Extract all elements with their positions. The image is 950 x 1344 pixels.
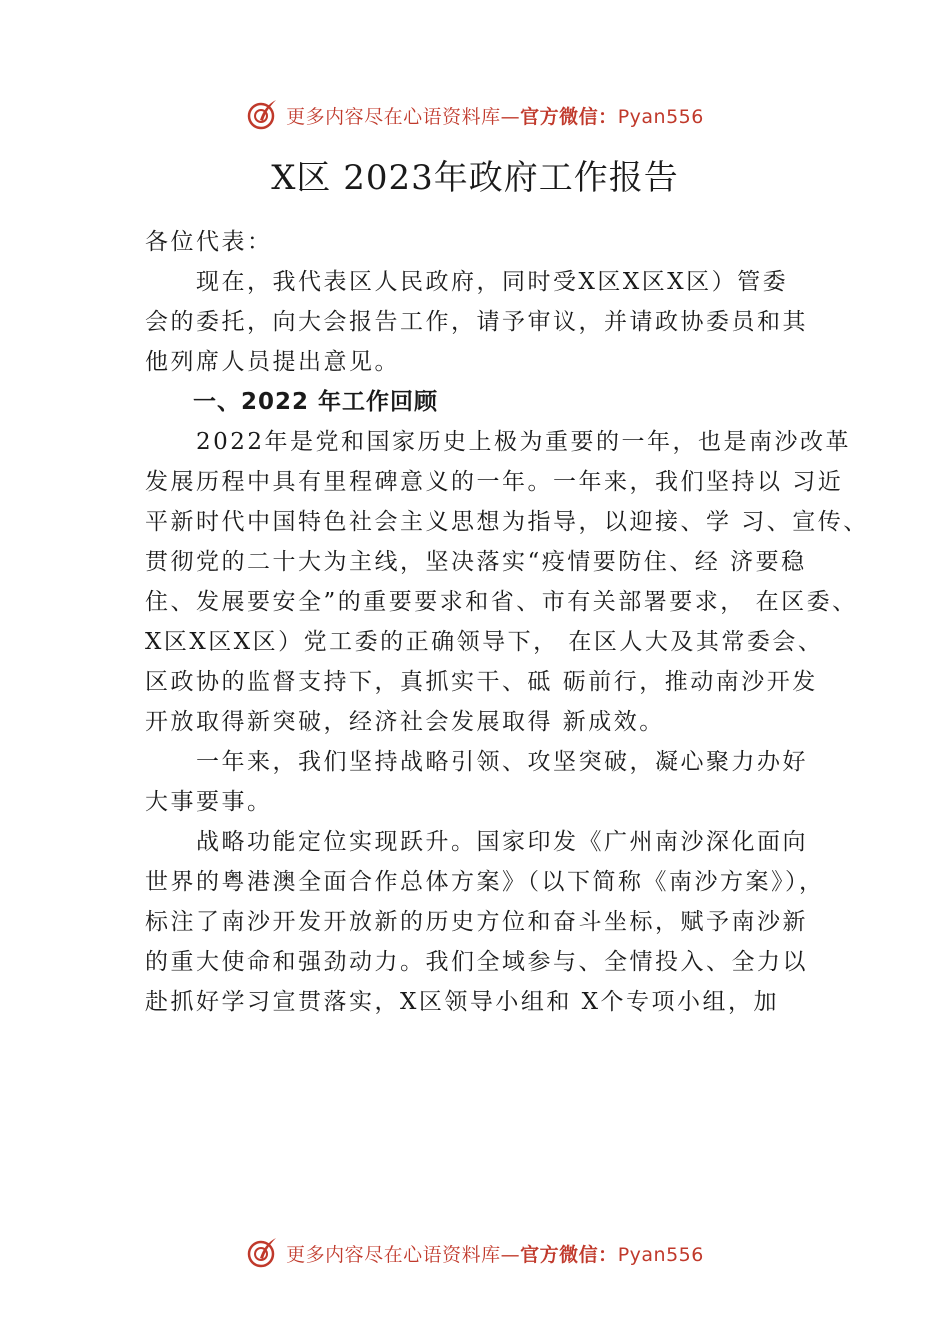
wechat-id: Pyan556 [617, 1243, 704, 1266]
watermark-text: 更多内容尽在心语资料库 [286, 1243, 501, 1266]
body-line: 他列席人员提出意见。 [145, 349, 400, 375]
body-line: 一年来，我们坚持战略引领、攻坚突破，凝心聚力办好 [145, 749, 808, 775]
body-line: X区X区X区）党工委的正确领导下， 在区人大及其常委会、 [145, 629, 824, 655]
watermark-dash: — [500, 1243, 521, 1266]
body-line: 发展历程中具有里程碑意义的一年。一年来，我们坚持以 习近 [145, 469, 844, 495]
watermark-banner-top [0, 95, 950, 135]
body-line: 会的委托，向大会报告工作，请予审议，并请政协委员和其 [145, 309, 808, 335]
watermark-dash: — [500, 105, 521, 128]
body-line: 世界的粤港澳全面合作总体方案》（以下简称《南沙方案》）， [145, 869, 825, 895]
body-line: 战略功能定位实现跃升。国家印发《广州南沙深化面向 [145, 829, 808, 855]
wechat-id: Pyan556 [617, 105, 704, 128]
quill-logo-icon [246, 98, 280, 132]
body-line: 各位代表： [145, 229, 273, 255]
body-line: 的重大使命和强劲动力。我们全域参与、全情投入、全力以 [145, 949, 808, 975]
body-line: 大事要事。 [145, 789, 273, 815]
body-line: 现在，我代表区人民政府，同时受X区X区X区）管委 [145, 269, 789, 295]
watermark-text: 更多内容尽在心语资料库 [286, 105, 501, 128]
body-line: 2022年是党和国家历史上极为重要的一年，也是南沙改革 [145, 429, 852, 455]
body-line: 平新时代中国特色社会主义思想为指导，以迎接、学 习、宣传、 [145, 509, 869, 535]
body-line: 贯彻党的二十大为主线，坚决落实“疫情要防住、经 济要稳 [145, 549, 807, 575]
wechat-label: 官方微信： [520, 1243, 618, 1266]
body-line: 标注了南沙开发开放新的历史方位和奋斗坐标，赋予南沙新 [145, 909, 808, 935]
section-heading: 一、2022 年工作回顾 [145, 389, 439, 415]
body-line: 区政协的监督支持下，真抓实干、砥 砺前行，推动南沙开发 [145, 669, 818, 695]
body-line: 开放取得新突破，经济社会发展取得 新成效。 [145, 709, 665, 735]
body-line: 赴抓好学习宣贯落实，X区领导小组和 X个专项小组，加 [145, 989, 780, 1015]
body-line: 住、发展要安全”的重要要求和省、市有关部署要求， 在区委、 [145, 589, 858, 615]
watermark-banner-bottom [0, 1233, 950, 1273]
document-title: X区 2023年政府工作报告 [271, 158, 679, 198]
document-body [145, 222, 869, 1022]
quill-logo-icon [246, 1236, 280, 1270]
wechat-label: 官方微信： [520, 105, 618, 128]
